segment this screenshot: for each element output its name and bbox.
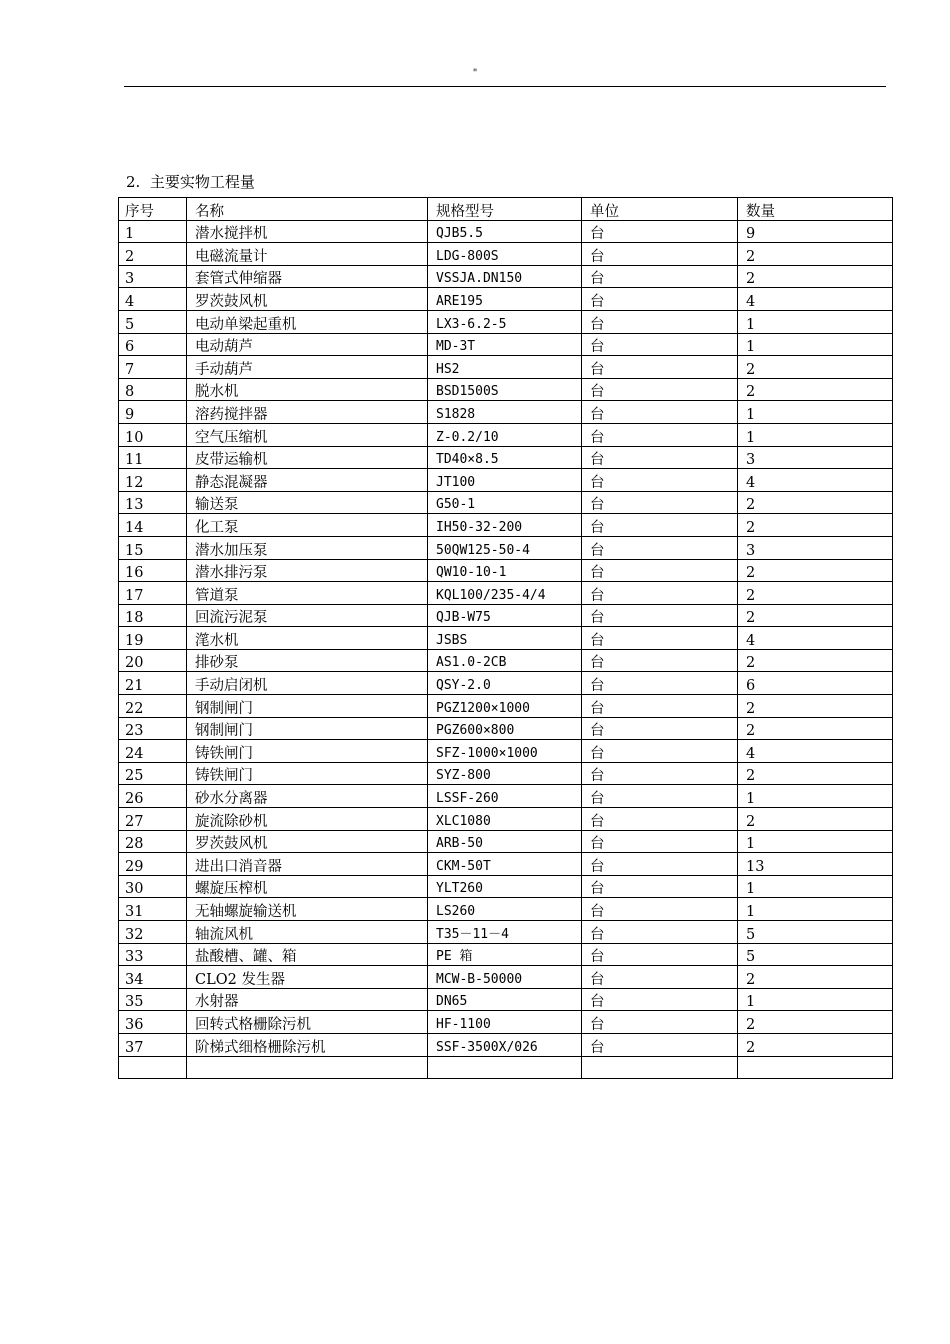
cell-unit: 台	[582, 875, 738, 898]
cell-quantity: 1	[738, 401, 893, 424]
table-row	[119, 243, 893, 266]
cell-quantity: 2	[738, 582, 893, 605]
cell-name: 化工泵	[187, 514, 428, 537]
cell-index: 17	[119, 582, 187, 605]
cell-index: 34	[119, 966, 187, 989]
cell-index: 1	[119, 220, 187, 243]
cell-model: JSBS	[428, 627, 582, 650]
table-row	[119, 966, 893, 989]
cell-index: 3	[119, 265, 187, 288]
cell-index: 14	[119, 514, 187, 537]
cell-index: 20	[119, 649, 187, 672]
cell-model: VSSJA.DN150	[428, 265, 582, 288]
cell-quantity: 4	[738, 469, 893, 492]
page-header-mark: "	[472, 68, 478, 79]
table-row	[119, 1056, 893, 1079]
cell-model: TD40×8.5	[428, 446, 582, 469]
cell-unit: 台	[582, 1033, 738, 1056]
cell-model: T35－11－4	[428, 921, 582, 944]
cell-quantity: 2	[738, 762, 893, 785]
cell-name: 潜水加压泵	[187, 536, 428, 559]
table-row	[119, 491, 893, 514]
table-row	[119, 808, 893, 831]
cell-unit: 台	[582, 536, 738, 559]
table-row	[119, 672, 893, 695]
cell-unit: 台	[582, 966, 738, 989]
cell-quantity: 2	[738, 695, 893, 718]
cell-quantity: 4	[738, 740, 893, 763]
cell-name: 进出口消音器	[187, 853, 428, 876]
cell-model: DN65	[428, 988, 582, 1011]
cell-model: IH50-32-200	[428, 514, 582, 537]
header-unit: 单位	[582, 198, 738, 221]
cell-name: 电磁流量计	[187, 243, 428, 266]
cell-index: 35	[119, 988, 187, 1011]
cell-model: PGZ600×800	[428, 717, 582, 740]
table-row	[119, 356, 893, 379]
cell-model: BSD1500S	[428, 378, 582, 401]
table-row	[119, 988, 893, 1011]
cell-index: 7	[119, 356, 187, 379]
cell-quantity: 6	[738, 672, 893, 695]
cell-unit: 台	[582, 672, 738, 695]
cell-index: 23	[119, 717, 187, 740]
cell-model: HF-1100	[428, 1011, 582, 1034]
cell-index: 33	[119, 943, 187, 966]
cell-quantity: 2	[738, 604, 893, 627]
header-rule	[124, 86, 886, 87]
cell-name: 静态混凝器	[187, 469, 428, 492]
cell-index: 8	[119, 378, 187, 401]
cell-name: 潜水搅拌机	[187, 220, 428, 243]
cell-model: LS260	[428, 898, 582, 921]
cell-model: LSSF-260	[428, 785, 582, 808]
cell-model: SYZ-800	[428, 762, 582, 785]
cell-index: 9	[119, 401, 187, 424]
cell-name: 电动单梁起重机	[187, 310, 428, 333]
cell-unit: 台	[582, 220, 738, 243]
cell-name: 铸铁闸门	[187, 762, 428, 785]
cell-index: 24	[119, 740, 187, 763]
table-row	[119, 649, 893, 672]
cell-quantity: 4	[738, 288, 893, 311]
cell-name: 手动葫芦	[187, 356, 428, 379]
cell-index: 2	[119, 243, 187, 266]
cell-unit: 台	[582, 491, 738, 514]
section-title: 2. 主要实物工程量	[126, 173, 255, 191]
table-row	[119, 762, 893, 785]
cell-model: QJB-W75	[428, 604, 582, 627]
table-row	[119, 288, 893, 311]
table-row	[119, 469, 893, 492]
cell-name: 套管式伸缩器	[187, 265, 428, 288]
header-index: 序号	[119, 198, 187, 221]
cell-name: 螺旋压榨机	[187, 875, 428, 898]
cell-unit: 台	[582, 785, 738, 808]
header-model: 规格型号	[428, 198, 582, 221]
cell-quantity: 2	[738, 717, 893, 740]
cell-name: 空气压缩机	[187, 423, 428, 446]
cell-name: 轴流风机	[187, 921, 428, 944]
cell-unit: 台	[582, 649, 738, 672]
cell-quantity: 5	[738, 943, 893, 966]
cell-name: 电动葫芦	[187, 333, 428, 356]
cell-quantity: 13	[738, 853, 893, 876]
cell-name: 皮带运输机	[187, 446, 428, 469]
cell-quantity: 2	[738, 649, 893, 672]
cell-quantity	[738, 1056, 893, 1079]
table-row	[119, 423, 893, 446]
cell-model: S1828	[428, 401, 582, 424]
cell-name: 水射器	[187, 988, 428, 1011]
table-row	[119, 875, 893, 898]
table-header-row	[119, 198, 893, 221]
cell-index: 31	[119, 898, 187, 921]
table-row	[119, 853, 893, 876]
cell-name: CLO2 发生器	[187, 966, 428, 989]
cell-model: LX3-6.2-5	[428, 310, 582, 333]
cell-unit: 台	[582, 356, 738, 379]
cell-model: SSF-3500X/026	[428, 1033, 582, 1056]
table-row	[119, 830, 893, 853]
cell-index: 30	[119, 875, 187, 898]
cell-model: YLT260	[428, 875, 582, 898]
cell-index	[119, 1056, 187, 1079]
cell-index: 32	[119, 921, 187, 944]
cell-model: KQL100/235-4/4	[428, 582, 582, 605]
cell-unit: 台	[582, 604, 738, 627]
cell-quantity: 2	[738, 491, 893, 514]
cell-model: MD-3T	[428, 333, 582, 356]
cell-name: 钢制闸门	[187, 695, 428, 718]
cell-index: 15	[119, 536, 187, 559]
cell-model: LDG-800S	[428, 243, 582, 266]
cell-name: 罗茨鼓风机	[187, 288, 428, 311]
cell-unit: 台	[582, 921, 738, 944]
cell-quantity: 1	[738, 988, 893, 1011]
table-row	[119, 582, 893, 605]
table-row	[119, 943, 893, 966]
table-row	[119, 627, 893, 650]
table-row	[119, 378, 893, 401]
equipment-table	[118, 197, 893, 1079]
table-row	[119, 559, 893, 582]
cell-index: 22	[119, 695, 187, 718]
cell-quantity: 2	[738, 966, 893, 989]
cell-quantity: 3	[738, 446, 893, 469]
cell-index: 29	[119, 853, 187, 876]
cell-name: 旋流除砂机	[187, 808, 428, 831]
cell-unit: 台	[582, 401, 738, 424]
cell-index: 27	[119, 808, 187, 831]
cell-model	[428, 1056, 582, 1079]
cell-name: 铸铁闸门	[187, 740, 428, 763]
cell-unit: 台	[582, 695, 738, 718]
table-row	[119, 310, 893, 333]
cell-model: XLC1080	[428, 808, 582, 831]
cell-quantity: 3	[738, 536, 893, 559]
cell-unit: 台	[582, 333, 738, 356]
table-row	[119, 921, 893, 944]
cell-name: 脱水机	[187, 378, 428, 401]
cell-quantity: 1	[738, 898, 893, 921]
cell-index: 26	[119, 785, 187, 808]
table-row	[119, 514, 893, 537]
cell-quantity: 1	[738, 830, 893, 853]
cell-index: 10	[119, 423, 187, 446]
cell-unit: 台	[582, 717, 738, 740]
cell-index: 11	[119, 446, 187, 469]
cell-unit: 台	[582, 740, 738, 763]
cell-model: CKM-50T	[428, 853, 582, 876]
cell-unit	[582, 1056, 738, 1079]
cell-unit: 台	[582, 762, 738, 785]
cell-model: HS2	[428, 356, 582, 379]
cell-unit: 台	[582, 808, 738, 831]
cell-name: 盐酸槽、罐、箱	[187, 943, 428, 966]
cell-name: 排砂泵	[187, 649, 428, 672]
cell-index: 21	[119, 672, 187, 695]
cell-model: 50QW125-50-4	[428, 536, 582, 559]
cell-index: 5	[119, 310, 187, 333]
cell-index: 18	[119, 604, 187, 627]
table-row	[119, 717, 893, 740]
cell-unit: 台	[582, 514, 738, 537]
cell-unit: 台	[582, 378, 738, 401]
cell-unit: 台	[582, 243, 738, 266]
cell-index: 6	[119, 333, 187, 356]
table-row	[119, 333, 893, 356]
table-row	[119, 695, 893, 718]
cell-model: ARE195	[428, 288, 582, 311]
header-name: 名称	[187, 198, 428, 221]
cell-quantity: 1	[738, 785, 893, 808]
cell-quantity: 2	[738, 265, 893, 288]
cell-model: QJB5.5	[428, 220, 582, 243]
cell-unit: 台	[582, 265, 738, 288]
cell-model: ARB-50	[428, 830, 582, 853]
cell-name: 回转式格栅除污机	[187, 1011, 428, 1034]
cell-index: 12	[119, 469, 187, 492]
cell-quantity: 2	[738, 514, 893, 537]
cell-name: 回流污泥泵	[187, 604, 428, 627]
cell-index: 25	[119, 762, 187, 785]
cell-name: 阶梯式细格栅除污机	[187, 1033, 428, 1056]
cell-index: 28	[119, 830, 187, 853]
table-row	[119, 604, 893, 627]
cell-name: 罗茨鼓风机	[187, 830, 428, 853]
cell-quantity: 2	[738, 559, 893, 582]
cell-model: Z-0.2/10	[428, 423, 582, 446]
table-row	[119, 220, 893, 243]
table-row	[119, 740, 893, 763]
cell-name: 管道泵	[187, 582, 428, 605]
cell-index: 16	[119, 559, 187, 582]
cell-name: 输送泵	[187, 491, 428, 514]
cell-unit: 台	[582, 830, 738, 853]
cell-unit: 台	[582, 559, 738, 582]
table-row	[119, 1033, 893, 1056]
cell-unit: 台	[582, 627, 738, 650]
cell-quantity: 2	[738, 808, 893, 831]
cell-name: 滗水机	[187, 627, 428, 650]
cell-name: 钢制闸门	[187, 717, 428, 740]
cell-unit: 台	[582, 1011, 738, 1034]
cell-model: JT100	[428, 469, 582, 492]
cell-quantity: 2	[738, 1011, 893, 1034]
cell-model: SFZ-1000×1000	[428, 740, 582, 763]
cell-name: 砂水分离器	[187, 785, 428, 808]
cell-unit: 台	[582, 469, 738, 492]
cell-quantity: 9	[738, 220, 893, 243]
cell-name: 无轴螺旋输送机	[187, 898, 428, 921]
cell-index: 19	[119, 627, 187, 650]
table-row	[119, 536, 893, 559]
cell-quantity: 2	[738, 356, 893, 379]
cell-name: 溶药搅拌器	[187, 401, 428, 424]
cell-index: 4	[119, 288, 187, 311]
cell-model: QW10-10-1	[428, 559, 582, 582]
cell-unit: 台	[582, 446, 738, 469]
cell-unit: 台	[582, 423, 738, 446]
cell-quantity: 1	[738, 875, 893, 898]
cell-quantity: 1	[738, 310, 893, 333]
cell-model: AS1.0-2CB	[428, 649, 582, 672]
cell-model: PGZ1200×1000	[428, 695, 582, 718]
cell-index: 37	[119, 1033, 187, 1056]
cell-quantity: 2	[738, 243, 893, 266]
cell-unit: 台	[582, 853, 738, 876]
cell-quantity: 2	[738, 378, 893, 401]
cell-name	[187, 1056, 428, 1079]
cell-quantity: 1	[738, 333, 893, 356]
table-row	[119, 446, 893, 469]
cell-quantity: 5	[738, 921, 893, 944]
cell-name: 潜水排污泵	[187, 559, 428, 582]
cell-unit: 台	[582, 898, 738, 921]
header-quantity: 数量	[738, 198, 893, 221]
cell-unit: 台	[582, 988, 738, 1011]
cell-model: PE 箱	[428, 943, 582, 966]
cell-model: G50-1	[428, 491, 582, 514]
table-row	[119, 401, 893, 424]
cell-unit: 台	[582, 310, 738, 333]
table-body	[119, 220, 893, 1079]
cell-quantity: 1	[738, 423, 893, 446]
cell-name: 手动启闭机	[187, 672, 428, 695]
table-row	[119, 265, 893, 288]
table-row	[119, 1011, 893, 1034]
cell-unit: 台	[582, 582, 738, 605]
cell-unit: 台	[582, 288, 738, 311]
cell-model: MCW-B-50000	[428, 966, 582, 989]
cell-quantity: 4	[738, 627, 893, 650]
cell-quantity: 2	[738, 1033, 893, 1056]
cell-index: 36	[119, 1011, 187, 1034]
cell-index: 13	[119, 491, 187, 514]
cell-unit: 台	[582, 943, 738, 966]
table-row	[119, 785, 893, 808]
cell-model: QSY-2.0	[428, 672, 582, 695]
table-row	[119, 898, 893, 921]
